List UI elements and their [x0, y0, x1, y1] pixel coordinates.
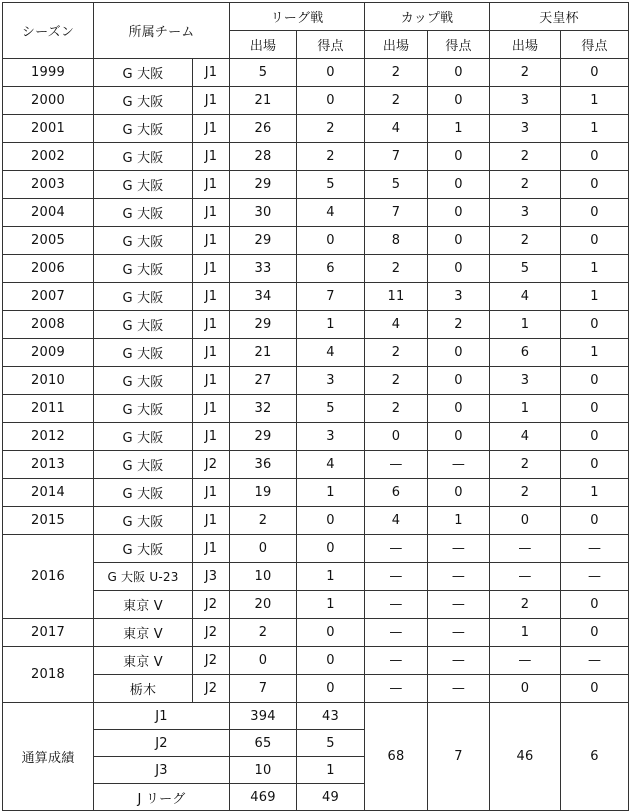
- club-cell: G 大阪: [94, 59, 193, 87]
- emperor-apps-cell: 5: [490, 255, 561, 283]
- league-goals-cell: 3: [297, 423, 365, 451]
- cup-goals-cell: 0: [428, 255, 490, 283]
- league-goals-cell: 4: [297, 451, 365, 479]
- totals-league-goals: 49: [297, 784, 365, 811]
- season-cell: 2016: [3, 535, 94, 619]
- club-cell: G 大阪: [94, 199, 193, 227]
- table-row: [3, 507, 629, 535]
- cup-apps-cell: 6: [365, 479, 428, 507]
- league-apps-cell: 27: [230, 367, 297, 395]
- header-league: リーグ戦: [230, 3, 365, 31]
- cup-apps-cell: —: [365, 451, 428, 479]
- division-cell: J1: [193, 227, 230, 255]
- club-cell: G 大阪: [94, 507, 193, 535]
- club-cell: G 大阪: [94, 535, 193, 563]
- league-apps-cell: 0: [230, 535, 297, 563]
- table-row: [3, 675, 629, 703]
- season-cell: 2007: [3, 283, 94, 311]
- header-emperor-cup: 天皇杯: [490, 3, 629, 31]
- division-cell: J3: [193, 563, 230, 591]
- league-goals-cell: 1: [297, 563, 365, 591]
- emperor-goals-cell: 0: [561, 227, 629, 255]
- cup-apps-cell: 11: [365, 283, 428, 311]
- cup-goals-cell: 0: [428, 143, 490, 171]
- league-goals-cell: 1: [297, 479, 365, 507]
- club-cell: G 大阪: [94, 283, 193, 311]
- league-apps-cell: 20: [230, 591, 297, 619]
- table-header: [3, 3, 629, 59]
- cup-apps-cell: 2: [365, 395, 428, 423]
- club-cell: G 大阪: [94, 87, 193, 115]
- cup-goals-cell: 0: [428, 59, 490, 87]
- header-emperor-goals: 得点: [561, 31, 629, 59]
- table-row: [3, 115, 629, 143]
- table-row: [3, 367, 629, 395]
- emperor-apps-cell: 6: [490, 339, 561, 367]
- league-apps-cell: 29: [230, 227, 297, 255]
- cup-goals-cell: —: [428, 451, 490, 479]
- emperor-apps-cell: 4: [490, 423, 561, 451]
- emperor-apps-cell: 1: [490, 619, 561, 647]
- cup-goals-cell: 1: [428, 507, 490, 535]
- league-goals-cell: 0: [297, 59, 365, 87]
- club-cell: G 大阪 U-23: [94, 563, 193, 591]
- totals-league-goals: 1: [297, 757, 365, 784]
- emperor-goals-cell: —: [561, 647, 629, 675]
- division-cell: J1: [193, 479, 230, 507]
- table-row: [3, 619, 629, 647]
- emperor-goals-cell: 1: [561, 283, 629, 311]
- division-cell: J1: [193, 339, 230, 367]
- club-cell: 東京 V: [94, 619, 193, 647]
- table-row: [3, 227, 629, 255]
- cup-goals-cell: 0: [428, 367, 490, 395]
- division-cell: J2: [193, 591, 230, 619]
- emperor-apps-cell: 3: [490, 199, 561, 227]
- league-apps-cell: 21: [230, 87, 297, 115]
- emperor-goals-cell: —: [561, 563, 629, 591]
- league-apps-cell: 32: [230, 395, 297, 423]
- league-goals-cell: 6: [297, 255, 365, 283]
- league-goals-cell: 0: [297, 507, 365, 535]
- totals-label: 通算成績: [3, 703, 94, 811]
- table-row: [3, 199, 629, 227]
- career-stats-table: [2, 2, 629, 811]
- league-goals-cell: 0: [297, 619, 365, 647]
- division-cell: J2: [193, 647, 230, 675]
- cup-goals-cell: —: [428, 591, 490, 619]
- cup-goals-cell: —: [428, 675, 490, 703]
- season-cell: 2018: [3, 647, 94, 703]
- league-apps-cell: 36: [230, 451, 297, 479]
- league-apps-cell: 0: [230, 647, 297, 675]
- cup-apps-cell: —: [365, 563, 428, 591]
- league-goals-cell: 1: [297, 311, 365, 339]
- cup-goals-cell: 3: [428, 283, 490, 311]
- cup-apps-cell: 4: [365, 115, 428, 143]
- emperor-apps-cell: 2: [490, 143, 561, 171]
- league-apps-cell: 28: [230, 143, 297, 171]
- cup-goals-cell: 0: [428, 395, 490, 423]
- season-cell: 2015: [3, 507, 94, 535]
- cup-apps-cell: —: [365, 535, 428, 563]
- division-cell: J1: [193, 199, 230, 227]
- league-goals-cell: 4: [297, 199, 365, 227]
- table-row: [3, 647, 629, 675]
- emperor-goals-cell: 1: [561, 115, 629, 143]
- division-cell: J1: [193, 87, 230, 115]
- cup-apps-cell: 5: [365, 171, 428, 199]
- cup-goals-cell: 0: [428, 199, 490, 227]
- league-goals-cell: 2: [297, 143, 365, 171]
- emperor-goals-cell: 0: [561, 59, 629, 87]
- season-cell: 2014: [3, 479, 94, 507]
- cup-apps-cell: 2: [365, 59, 428, 87]
- emperor-apps-cell: 0: [490, 675, 561, 703]
- league-apps-cell: 33: [230, 255, 297, 283]
- emperor-apps-cell: 1: [490, 395, 561, 423]
- division-cell: J1: [193, 367, 230, 395]
- emperor-goals-cell: 0: [561, 311, 629, 339]
- cup-apps-cell: 2: [365, 87, 428, 115]
- table-row: [3, 535, 629, 563]
- cup-apps-cell: 4: [365, 507, 428, 535]
- cup-goals-cell: 0: [428, 479, 490, 507]
- season-cell: 2001: [3, 115, 94, 143]
- league-goals-cell: 0: [297, 647, 365, 675]
- division-cell: J1: [193, 423, 230, 451]
- cup-apps-cell: 2: [365, 339, 428, 367]
- club-cell: G 大阪: [94, 143, 193, 171]
- cup-apps-cell: 2: [365, 255, 428, 283]
- league-goals-cell: 0: [297, 227, 365, 255]
- league-goals-cell: 5: [297, 395, 365, 423]
- cup-goals-cell: —: [428, 619, 490, 647]
- season-cell: 1999: [3, 59, 94, 87]
- header-league-apps: 出場: [230, 31, 297, 59]
- season-cell: 2010: [3, 367, 94, 395]
- season-cell: 2006: [3, 255, 94, 283]
- totals-league-goals: 5: [297, 730, 365, 757]
- division-cell: J2: [193, 619, 230, 647]
- header-cup-apps: 出場: [365, 31, 428, 59]
- emperor-goals-cell: 0: [561, 591, 629, 619]
- totals-emperor-apps: 46: [490, 703, 561, 811]
- club-cell: G 大阪: [94, 395, 193, 423]
- emperor-goals-cell: 1: [561, 255, 629, 283]
- league-goals-cell: 1: [297, 591, 365, 619]
- stats-table-container: [2, 2, 629, 811]
- cup-goals-cell: 1: [428, 115, 490, 143]
- league-goals-cell: 7: [297, 283, 365, 311]
- totals-division: J2: [94, 730, 230, 757]
- season-cell: 2013: [3, 451, 94, 479]
- emperor-apps-cell: 2: [490, 479, 561, 507]
- division-cell: J1: [193, 283, 230, 311]
- emperor-goals-cell: 0: [561, 619, 629, 647]
- emperor-apps-cell: 2: [490, 171, 561, 199]
- emperor-apps-cell: —: [490, 535, 561, 563]
- totals-division: J1: [94, 703, 230, 730]
- emperor-apps-cell: 1: [490, 311, 561, 339]
- emperor-apps-cell: 2: [490, 227, 561, 255]
- table-row: [3, 59, 629, 87]
- league-goals-cell: 0: [297, 535, 365, 563]
- emperor-apps-cell: 2: [490, 451, 561, 479]
- totals-league-apps: 10: [230, 757, 297, 784]
- table-row: [3, 87, 629, 115]
- league-apps-cell: 29: [230, 171, 297, 199]
- club-cell: G 大阪: [94, 227, 193, 255]
- emperor-goals-cell: 0: [561, 451, 629, 479]
- club-cell: G 大阪: [94, 423, 193, 451]
- emperor-apps-cell: 0: [490, 507, 561, 535]
- table-row: [3, 171, 629, 199]
- totals-division: J リーグ: [94, 784, 230, 811]
- cup-goals-cell: 0: [428, 423, 490, 451]
- league-apps-cell: 10: [230, 563, 297, 591]
- season-cell: 2003: [3, 171, 94, 199]
- division-cell: J2: [193, 675, 230, 703]
- club-cell: G 大阪: [94, 171, 193, 199]
- table-row: [3, 311, 629, 339]
- totals-cup-apps: 68: [365, 703, 428, 811]
- club-cell: G 大阪: [94, 339, 193, 367]
- division-cell: J1: [193, 535, 230, 563]
- emperor-goals-cell: 0: [561, 171, 629, 199]
- header-season: シーズン: [3, 3, 94, 59]
- header-emperor-apps: 出場: [490, 31, 561, 59]
- emperor-goals-cell: 1: [561, 87, 629, 115]
- league-apps-cell: 2: [230, 619, 297, 647]
- division-cell: J1: [193, 255, 230, 283]
- emperor-goals-cell: 0: [561, 675, 629, 703]
- division-cell: J1: [193, 59, 230, 87]
- emperor-apps-cell: 2: [490, 591, 561, 619]
- totals-league-apps: 65: [230, 730, 297, 757]
- cup-apps-cell: —: [365, 647, 428, 675]
- cup-apps-cell: —: [365, 619, 428, 647]
- club-cell: 東京 V: [94, 591, 193, 619]
- table-row: [3, 563, 629, 591]
- emperor-apps-cell: 4: [490, 283, 561, 311]
- division-cell: J1: [193, 115, 230, 143]
- emperor-goals-cell: 0: [561, 199, 629, 227]
- division-cell: J2: [193, 451, 230, 479]
- totals-emperor-goals: 6: [561, 703, 629, 811]
- league-goals-cell: 2: [297, 115, 365, 143]
- totals-league-apps: 394: [230, 703, 297, 730]
- cup-goals-cell: 0: [428, 339, 490, 367]
- club-cell: G 大阪: [94, 255, 193, 283]
- cup-apps-cell: 4: [365, 311, 428, 339]
- club-cell: 東京 V: [94, 647, 193, 675]
- club-cell: G 大阪: [94, 367, 193, 395]
- table-row: [3, 339, 629, 367]
- league-apps-cell: 2: [230, 507, 297, 535]
- cup-goals-cell: —: [428, 647, 490, 675]
- header-cup-goals: 得点: [428, 31, 490, 59]
- season-cell: 2002: [3, 143, 94, 171]
- table-row: [3, 283, 629, 311]
- club-cell: G 大阪: [94, 115, 193, 143]
- season-cell: 2004: [3, 199, 94, 227]
- cup-apps-cell: 7: [365, 143, 428, 171]
- season-cell: 2008: [3, 311, 94, 339]
- cup-apps-cell: 8: [365, 227, 428, 255]
- totals-division: J3: [94, 757, 230, 784]
- cup-apps-cell: 0: [365, 423, 428, 451]
- cup-goals-cell: 2: [428, 311, 490, 339]
- cup-apps-cell: 2: [365, 367, 428, 395]
- cup-goals-cell: 0: [428, 171, 490, 199]
- division-cell: J1: [193, 171, 230, 199]
- table-row: [3, 451, 629, 479]
- season-cell: 2011: [3, 395, 94, 423]
- cup-goals-cell: 0: [428, 227, 490, 255]
- season-cell: 2009: [3, 339, 94, 367]
- totals-league-goals: 43: [297, 703, 365, 730]
- club-cell: G 大阪: [94, 479, 193, 507]
- division-cell: J1: [193, 143, 230, 171]
- totals-cup-goals: 7: [428, 703, 490, 811]
- cup-apps-cell: —: [365, 591, 428, 619]
- league-apps-cell: 21: [230, 339, 297, 367]
- league-apps-cell: 7: [230, 675, 297, 703]
- table-row: [3, 395, 629, 423]
- season-cell: 2000: [3, 87, 94, 115]
- header-league-goals: 得点: [297, 31, 365, 59]
- emperor-goals-cell: 0: [561, 395, 629, 423]
- league-apps-cell: 19: [230, 479, 297, 507]
- league-apps-cell: 34: [230, 283, 297, 311]
- emperor-apps-cell: —: [490, 563, 561, 591]
- division-cell: J1: [193, 507, 230, 535]
- league-apps-cell: 5: [230, 59, 297, 87]
- emperor-goals-cell: 0: [561, 423, 629, 451]
- emperor-apps-cell: 3: [490, 87, 561, 115]
- emperor-apps-cell: —: [490, 647, 561, 675]
- emperor-goals-cell: 0: [561, 143, 629, 171]
- league-goals-cell: 0: [297, 675, 365, 703]
- league-goals-cell: 0: [297, 87, 365, 115]
- emperor-goals-cell: 0: [561, 367, 629, 395]
- cup-apps-cell: —: [365, 675, 428, 703]
- season-cell: 2005: [3, 227, 94, 255]
- header-cup: カップ戦: [365, 3, 490, 31]
- emperor-apps-cell: 2: [490, 59, 561, 87]
- table-row: [3, 255, 629, 283]
- division-cell: J1: [193, 311, 230, 339]
- league-apps-cell: 29: [230, 311, 297, 339]
- division-cell: J1: [193, 395, 230, 423]
- table-row: [3, 143, 629, 171]
- totals-row: [3, 703, 629, 730]
- header-club: 所属チーム: [94, 3, 230, 59]
- emperor-goals-cell: —: [561, 535, 629, 563]
- emperor-apps-cell: 3: [490, 367, 561, 395]
- totals-section: [3, 703, 629, 811]
- league-goals-cell: 3: [297, 367, 365, 395]
- totals-league-apps: 469: [230, 784, 297, 811]
- emperor-goals-cell: 1: [561, 479, 629, 507]
- emperor-goals-cell: 1: [561, 339, 629, 367]
- club-cell: G 大阪: [94, 451, 193, 479]
- emperor-apps-cell: 3: [490, 115, 561, 143]
- league-goals-cell: 4: [297, 339, 365, 367]
- season-cell: 2017: [3, 619, 94, 647]
- club-cell: 栃木: [94, 675, 193, 703]
- league-apps-cell: 29: [230, 423, 297, 451]
- table-row: [3, 423, 629, 451]
- season-rows: [3, 59, 629, 703]
- table-row: [3, 591, 629, 619]
- league-apps-cell: 26: [230, 115, 297, 143]
- emperor-goals-cell: 0: [561, 507, 629, 535]
- table-row: [3, 479, 629, 507]
- club-cell: G 大阪: [94, 311, 193, 339]
- season-cell: 2012: [3, 423, 94, 451]
- cup-goals-cell: —: [428, 535, 490, 563]
- cup-apps-cell: 7: [365, 199, 428, 227]
- league-apps-cell: 30: [230, 199, 297, 227]
- cup-goals-cell: 0: [428, 87, 490, 115]
- cup-goals-cell: —: [428, 563, 490, 591]
- league-goals-cell: 5: [297, 171, 365, 199]
